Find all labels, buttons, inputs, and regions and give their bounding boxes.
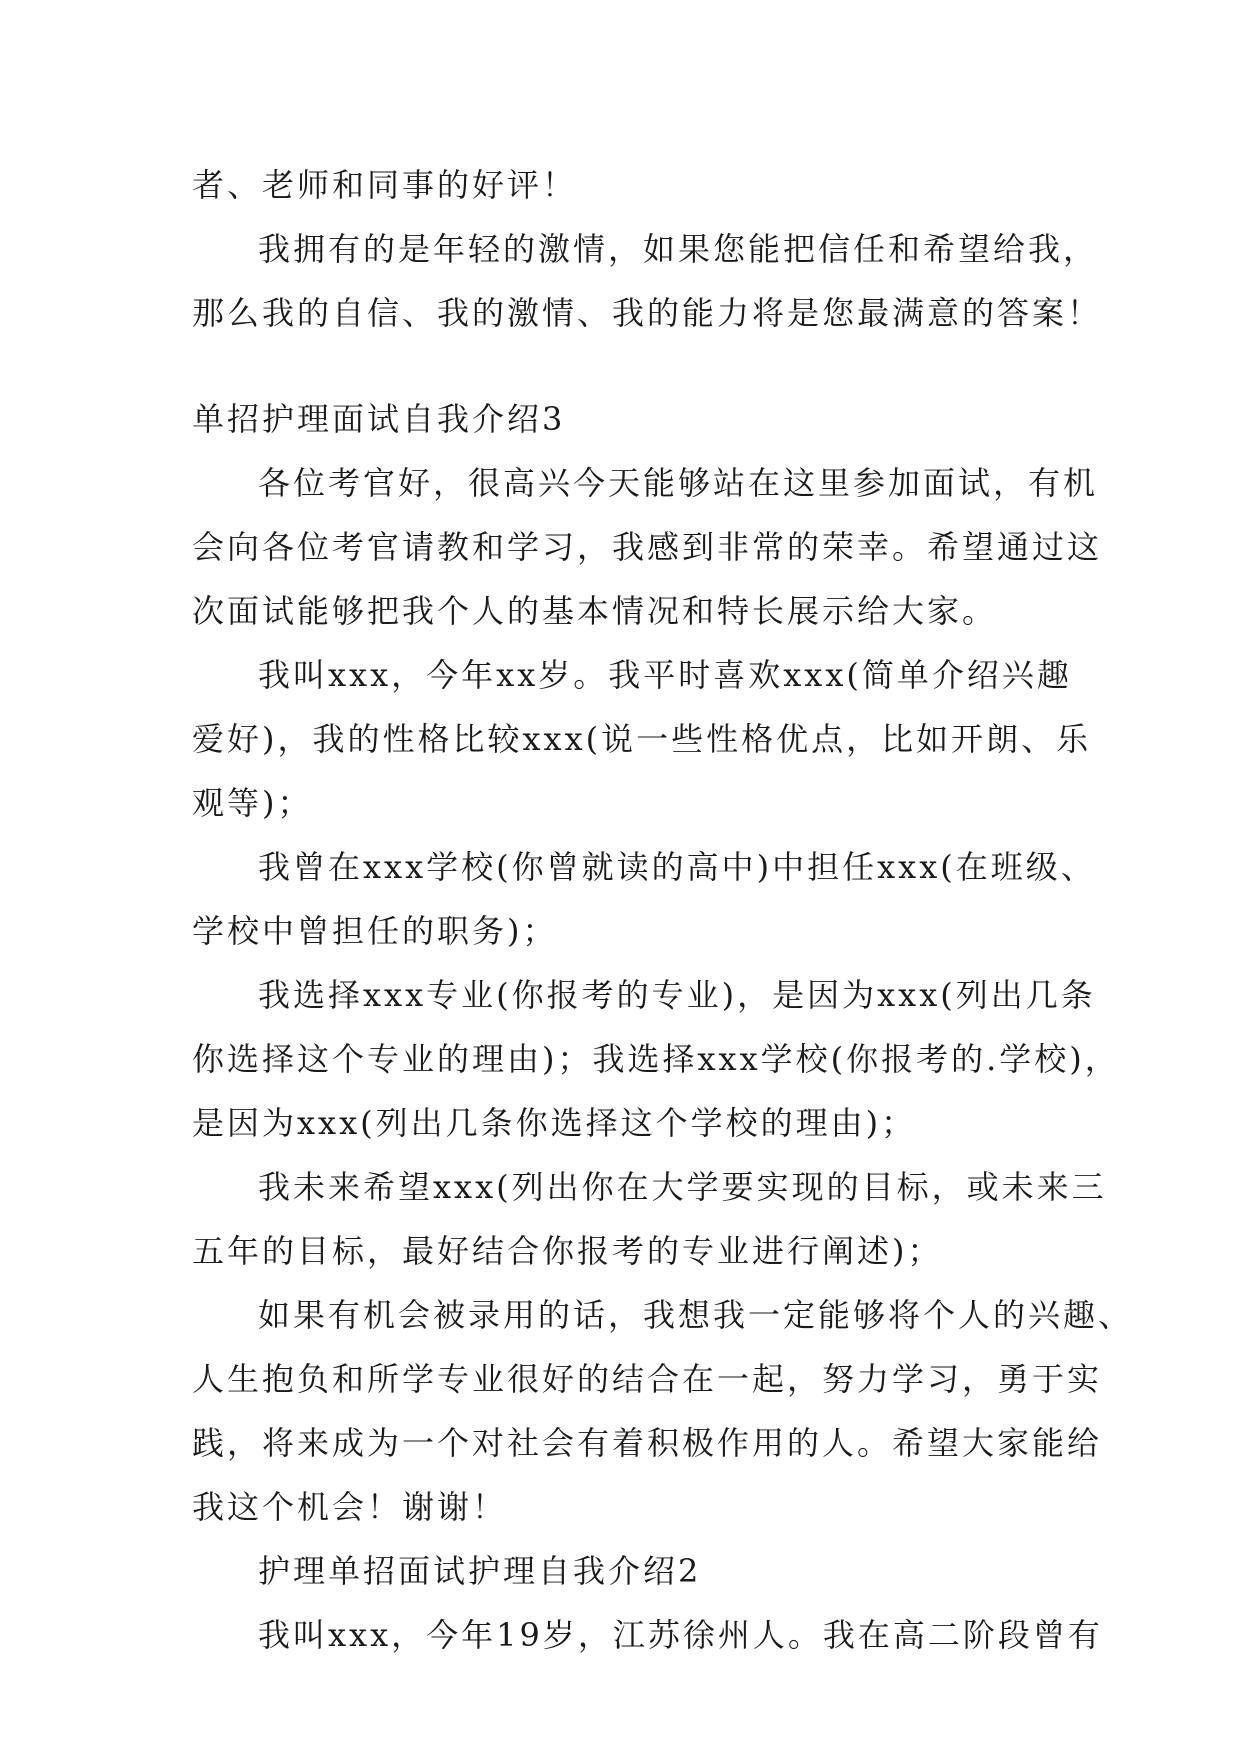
text-line: 践，将来成为一个对社会有着积极作用的人。希望大家能给 (192, 1424, 1103, 1462)
text-line: 爱好)，我的性格比较xxx(说一些性格优点，比如开朗、乐 (192, 720, 1092, 758)
text-line: 各位考官好，很高兴今天能够站在这里参加面试，有机 (258, 464, 1099, 502)
text-line: 我选择xxx专业(你报考的专业)，是因为xxx(列出几条 (258, 976, 1096, 1014)
text-line: 会向各位考官请教和学习，我感到非常的荣幸。希望通过这 (192, 528, 1103, 566)
text-line: 学校中曾担任的职务)； (192, 912, 558, 950)
text-line: 我未来希望xxx(列出你在大学要实现的目标，或未来三 (258, 1168, 1107, 1206)
text-line: 那么我的自信、我的激情、我的能力将是您最满意的答案！ (192, 294, 1103, 332)
section-heading: 护理单招面试护理自我介绍2 (258, 1552, 702, 1590)
text-line: 我拥有的是年轻的激情，如果您能把信任和希望给我， (258, 230, 1099, 268)
section-heading: 单招护理面试自我介绍3 (192, 400, 566, 438)
text-line: 我这个机会！谢谢！ (192, 1488, 508, 1526)
text-line: 如果有机会被录用的话，我想我一定能够将个人的兴趣、 (258, 1296, 1134, 1334)
text-line: 你选择这个专业的理由)；我选择xxx学校(你报考的.学校)， (192, 1040, 1120, 1078)
text-line: 人生抱负和所学专业很好的结合在一起，努力学习，勇于实 (192, 1360, 1103, 1398)
text-line: 观等)； (192, 784, 313, 822)
text-line: 次面试能够把我个人的基本情况和特长展示给大家。 (192, 592, 998, 630)
text-line: 者、老师和同事的好评！ (192, 166, 578, 204)
text-line: 我曾在xxx学校(你曾就读的高中)中担任xxx(在班级、 (258, 848, 1096, 886)
text-line: 五年的目标，最好结合你报考的专业进行阐述)； (192, 1232, 943, 1270)
text-line: 我叫xxx，今年xx岁。我平时喜欢xxx(简单介绍兴趣 (258, 656, 1072, 694)
text-line: 我叫xxx，今年19岁，江苏徐州人。我在高二阶段曾有 (258, 1616, 1103, 1654)
text-line: 是因为xxx(列出几条你选择这个学校的理由)； (192, 1104, 917, 1142)
